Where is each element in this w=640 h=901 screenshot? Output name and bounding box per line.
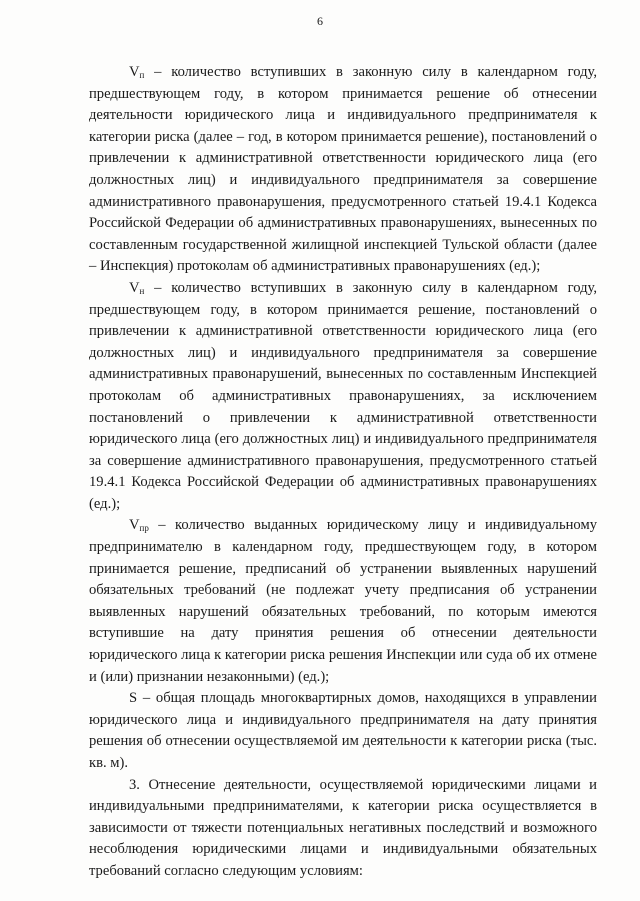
variable-s [129, 690, 137, 706]
paragraph-text: – количество выданных юридическому лицу и индивидуальному предпринимателю в календарном году, предшествующем году, в котором принимается решение, предписаний об устранении выявленных нарушений обязательных требований (не подлежат учету предписания об устранении выявленных нарушений обязательных требований, по которым имеются вступившие на дату принятия решения об отнесении деятельности юридического лица к категории риска решения Инспекции или суда об их отмене и (или) признании незаконными) (ед.); [89, 517, 597, 685]
paragraph-text: – количество вступивших в законную силу в календарном году, предшествующем году, в котором принимается решение об отнесении деятельности юридического лица и индивидуального предпринимателя к категории риска (далее – год, в котором принимается решение), постановлений о привлечении к административной ответственности юридического лица (его должностных лиц) и индивидуального предпринимателя за совершение административного правонарушения, предусмотренного статьей 19.4.1 Кодекса Российской Федерации об административных правонарушениях, вынесенных по составленным государственной жилищной инспекцией Тульской области (далее – Инспекция) протоколам об административных правонарушениях (ед.); [89, 64, 597, 275]
variable-vpr [129, 517, 149, 533]
paragraph-vp-definition [89, 62, 597, 278]
variable-letter: V [129, 279, 140, 296]
paragraph-text: – количество вступивших в законную силу в календарном году, предшествующем году, в котором принимается решение, постановлений о привлечении к административной ответственности юридического лица (его должностных лиц) и индивидуального предпринимателя за совершение административных правонарушений, вынесенных по составленным Инспекцией протоколам об административных правонарушениях, за исключением постановлений о привлечении к административной ответственности юридического лица (его должностных лиц) и индивидуального предпринимателя за совершение административного правонарушения, предусмотренного статьей 19.4.1 Кодекса Российской Федерации об административных правонарушениях (ед.); [89, 279, 597, 512]
variable-subscript: п [139, 70, 145, 80]
paragraph-section-3 [89, 775, 597, 883]
paragraph-text: 3. Отнесение деятельности, осуществляемой юридическими лицами и индивидуальными предпринимателями, к категории риска осуществляется в зависимости от тяжести потенциальных негативных последствий и возможного несоблюдения юридическими лицами и индивидуальными обязательных требований согласно следующим условиям: [89, 776, 597, 879]
variable-vn [129, 280, 144, 296]
variable-letter: V [129, 517, 140, 534]
paragraph-text: – общая площадь многоквартирных домов, находящихся в управлении юридического лица и индивидуального предпринимателя на дату принятия решения об отнесении осуществляемой им деятельности к категории риска (тыс. кв. м). [89, 690, 597, 771]
variable-letter: S [129, 690, 138, 707]
paragraph-s-definition [89, 688, 597, 774]
document-body [89, 62, 597, 883]
paragraph-vpr-definition [89, 515, 597, 688]
variable-subscript: пр [139, 523, 149, 534]
page-number: 6 [317, 14, 323, 28]
variable-subscript: н [139, 285, 145, 296]
paragraph-vn-definition [89, 278, 597, 516]
variable-vp [129, 64, 144, 80]
variable-letter: V [129, 64, 140, 80]
